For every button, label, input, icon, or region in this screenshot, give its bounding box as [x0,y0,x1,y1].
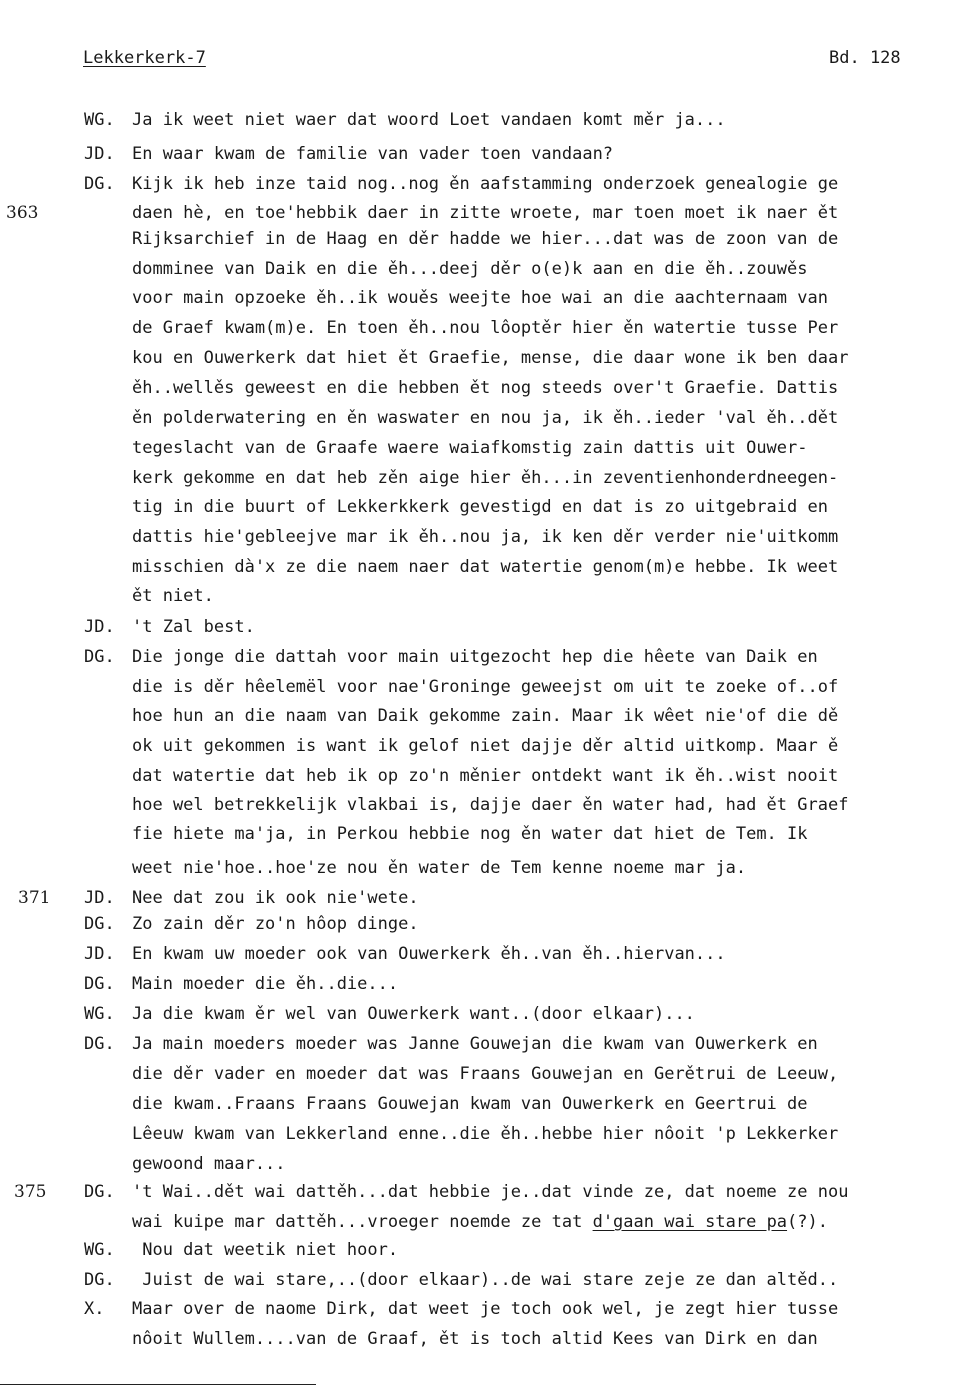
transcript-line [0,408,979,434]
line-text-main: fie hiete ma'ja, in Perkou hebbie nog ěn water dat hiet de Tem. Ik [132,824,808,844]
transcript-line [0,1154,979,1180]
band-number: Bd. 128 [829,48,901,68]
transcript-line [0,1212,979,1238]
line-text [132,858,746,878]
line-text-main: die kwam..Fraans Fraans Gouwejan kwam van Ouwerkerk en Geertrui de [132,1094,808,1114]
line-text-main: Ja main moeders moeder was Janne Gouwejan die kwam van Ouwerkerk en [132,1034,818,1054]
line-text [132,110,726,130]
line-text-main: daen hè, en toe'hebbik daer in zitte wroete, mar toen moet ik naer ět [132,203,839,223]
transcript-line [0,944,979,970]
line-text [132,824,808,844]
line-text [132,795,848,815]
line-text [132,706,838,726]
line-text-main: kerk gekomme en dat heb zěn aige hier ěh...in zeventienhonderdneegen- [132,468,839,488]
line-text-main: domminee van Daik en die ěh...deej děr o(e)k aan en die ěh..zouwěs [132,259,808,279]
transcript-line [0,318,979,344]
speaker-label: DG. [84,914,115,934]
line-text [132,378,838,398]
transcript-line [0,144,979,170]
transcript-line [0,1182,979,1208]
speaker-label: DG. [84,174,115,194]
line-text [132,288,828,308]
transcript-line [0,527,979,553]
transcript-line [0,586,979,612]
line-text-main: Maar over de naome Dirk, dat weet je toch ook wel, je zegt hier tusse [132,1299,839,1319]
footer-rule [0,1384,316,1385]
transcript-line [0,288,979,314]
transcript-line [0,1034,979,1060]
line-text-main: tig in die buurt of Lekkerkkerk gevestigd en dat is zo uitgebraid en [132,497,828,517]
margin-note: 363 [6,203,39,223]
line-text [132,677,838,697]
line-text-main: misschien dà'x ze die naem naer dat watertie genom(m)e hebbe. Ik weet [132,557,839,577]
line-text [132,586,214,606]
line-text [132,229,838,249]
speaker-label: DG. [84,647,115,667]
transcript-line [0,858,979,884]
transcript-line [0,795,979,821]
line-text-main: Zo zain děr zo'n hôop dinge. [132,914,419,934]
transcript-line [0,1094,979,1120]
transcript-line [0,647,979,673]
transcript-line [0,1240,979,1266]
line-text [132,438,808,458]
line-text [132,203,838,223]
line-text [132,144,613,164]
line-text [132,974,398,994]
margin-note: 375 [14,1182,47,1202]
transcript-line [0,229,979,255]
line-text-main: weet nie'hoe..hoe'ze nou ěn water de Tem kenne noeme mar ja. [132,858,747,878]
line-text-main: Nee dat zou ik ook nie'wete. [132,888,419,908]
line-text [132,527,838,547]
transcript-line [0,824,979,850]
transcript-line [0,677,979,703]
line-text-main: dat watertie dat heb ik op zo'n měnier ontdekt want ik ěh..wist nooit [132,766,839,786]
line-text-main: En waar kwam de familie van vader toen vandaan? [132,144,614,164]
speaker-label: WG. [84,1240,115,1260]
line-text [132,766,838,786]
line-text-main: Die jonge die dattah voor main uitgezocht hep die hêete van Daik en [132,647,818,667]
transcript-line [0,736,979,762]
transcript-line [0,914,979,940]
transcript-line [0,203,979,229]
speaker-label: JD. [84,888,115,908]
line-text-main: Nou dat weetik niet hoor. [132,1240,399,1260]
line-text-main: wai kuipe mar dattěh...vroeger noemde ze tat [132,1212,593,1232]
line-text [132,1124,838,1144]
line-text-main: de Graef kwam(m)e. En toen ěh..nou lôoptěr hier ěn watertie tusse Per [132,318,839,338]
transcript-line [0,348,979,374]
transcript-line [0,259,979,285]
transcript-line [0,468,979,494]
transcript-line [0,617,979,643]
line-text [132,1240,398,1260]
line-text [132,1004,695,1024]
transcript-line [0,1064,979,1090]
line-text-main: ěh..wellěs geweest en die hebben ět nog steeds over't Graefie. Dattis [132,378,839,398]
speaker-label: WG. [84,110,115,130]
speaker-label: WG. [84,1004,115,1024]
transcript-line [0,378,979,404]
line-text [132,914,419,934]
line-text-main: dattis hie'gebleejve mar ik ěh..nou ja, ik ken děr verder nie'uitkomm [132,527,839,547]
line-text [132,1154,286,1174]
speaker-label: JD. [84,944,115,964]
line-text-main: Kijk ik heb inze taid nog..nog ěn aafstamming onderzoek genealogie ge [132,174,839,194]
line-text-main: die děr vader en moeder dat was Fraans Gouwejan en Gerětrui de Leeuw, [132,1064,839,1084]
speaker-label: DG. [84,974,115,994]
line-text-main: Ja ik weet niet waer dat woord Loet vandaen komt měr ja... [132,110,726,130]
line-text-main: ět niet. [132,586,214,606]
line-text [132,1094,808,1114]
line-text [132,348,848,368]
line-text [132,259,808,279]
line-text [132,468,838,488]
underlined-phrase: d'gaan wai stare pa [592,1212,788,1232]
speaker-label: JD. [84,617,115,637]
line-text-main: hoe wel betrekkelijk vlakbai is, dajje daer ěn water had, had ět Graef [132,795,849,815]
line-text-main: die is děr hêelemël voor nae'Groninge geweejst om uit te zoeke of..of [132,677,839,697]
transcript-line [0,557,979,583]
line-text [132,1064,838,1084]
transcript-line [0,766,979,792]
line-text-main: 't Wai..dět wai dattěh...dat hebbie je..dat vinde ze, dat noeme ze nou [132,1182,849,1202]
line-text [132,736,838,756]
transcript-line [0,974,979,1000]
transcript-line [0,174,979,200]
line-text [132,1034,818,1054]
line-text-main: En kwam uw moeder ook van Ouwerkerk ěh..van ěh..hiervan... [132,944,726,964]
line-text-main: kou en Ouwerkerk dat hiet ět Graefie, mense, die daar wone ik ben daar [132,348,849,368]
line-text [132,557,838,577]
line-text-main: Ja die kwam ěr wel van Ouwerkerk want..(door elkaar)... [132,1004,695,1024]
speaker-label: DG. [84,1182,115,1202]
margin-note: 371 [18,888,51,908]
line-text-main: tegeslacht van de Graafe waere waiafkomstig zain dattis uit Ouwer- [132,438,808,458]
line-text-main: hoe hun an die naam van Daik gekomme zain. Maar ik wêet nie'of die dě [132,706,839,726]
transcript-line [0,1329,979,1355]
line-text [132,944,726,964]
line-text-tail: (?). [787,1212,828,1232]
transcript-line [0,1124,979,1150]
speaker-label: DG. [84,1270,115,1290]
line-text [132,497,828,517]
transcript-line [0,1270,979,1296]
speaker-label: DG. [84,1034,115,1054]
line-text [132,647,818,667]
transcript-line [0,497,979,523]
speaker-label: JD. [84,144,115,164]
line-text-main: ok uit gekommen is want ik gelof niet dajje děr altid uitkomp. Maar ě [132,736,839,756]
line-text-main: Juist de wai stare,..(door elkaar)..de wai stare zeje ze dan altěd.. [132,1270,839,1290]
line-text-main: nôoit Wullem....van de Graaf, ět is toch altid Kees van Dirk en dan [132,1329,818,1349]
line-text-main: Lêeuw kwam van Lekkerland enne..die ěh..hebbe hier nôoit 'p Lekkerker [132,1124,839,1144]
line-text [132,1182,848,1202]
speaker-label: X. [84,1299,105,1319]
line-text-main: Rijksarchief in de Haag en děr hadde we hier...dat was de zoon van de [132,229,839,249]
line-text [132,888,419,908]
line-text [132,1212,828,1232]
line-text-main: voor main opzoeke ěh..ik wouěs weejte hoe wai an die aachternaam van [132,288,828,308]
line-text [132,408,838,428]
transcript-line [0,706,979,732]
line-text [132,174,838,194]
line-text [132,1299,838,1319]
transcript-line [0,110,979,136]
line-text-main: ěn polderwatering en ěn waswater en nou ja, ik ěh..ieder 'val ěh..dět [132,408,839,428]
line-text-main: gewoond maar... [132,1154,286,1174]
line-text-main: Main moeder die ěh..die... [132,974,399,994]
line-text-main: 't Zal best. [132,617,255,637]
transcript-line [0,1299,979,1325]
line-text [132,1270,838,1290]
line-text [132,318,838,338]
line-text [132,1329,818,1349]
transcript-line [0,438,979,464]
transcript-line [0,888,979,914]
document-title: Lekkerkerk-7 [83,48,206,68]
line-text [132,617,255,637]
transcript-line [0,1004,979,1030]
